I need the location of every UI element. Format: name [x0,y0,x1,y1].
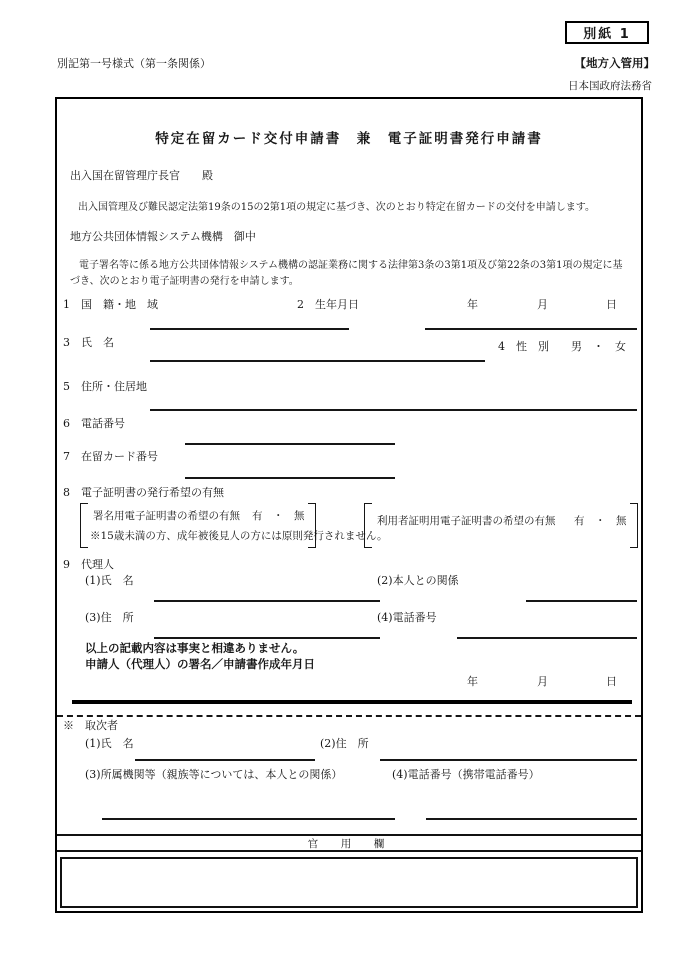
attachment-label: 別紙 1 [583,27,631,42]
signature-date-month-unit: 月 [537,675,548,688]
user-cert-label: 利用者証明用電子証明書の希望の有無 [377,515,556,527]
proxy-address-input-line[interactable] [154,637,380,639]
statement-line1: 以上の記載内容は事実と相違ありません。 [85,641,305,655]
signature-cert-options[interactable]: 有 ・ 無 [252,510,305,522]
birthdate-input-line[interactable] [425,328,637,330]
statement-line2: 申請人（代理人）の署名／申請書作成年月日 [85,657,315,671]
birthdate-label: 2 生年月日 [297,298,359,311]
proxy-relation-label: (2)本人との関係 [377,574,459,587]
agent-name-input-line[interactable] [135,759,315,761]
agent-phone-label: (4)電話番号（携帯電話番号） [392,768,540,781]
official-use-band [57,834,641,852]
signature-date-year-unit: 年 [467,675,478,688]
nationality-input-line[interactable] [150,328,349,330]
birthdate-day-unit: 日 [606,298,617,311]
proxy-name-label: (1)氏 名 [85,574,134,587]
form-body [55,97,643,913]
issuer: 日本国政府法務省 [568,80,652,92]
attachment-label-box [565,21,649,44]
proxy-name-input-line[interactable] [154,600,380,602]
signature-cert-label: 署名用電子証明書の希望の有無 [93,510,240,522]
proxy-section-label: 9 代理人 [63,558,114,571]
usage-label: 【地方入管用】 [574,56,655,70]
phone-label: 6 電話番号 [63,417,125,430]
agent-address-label: (2)住 所 [320,737,369,750]
cert-section-label: 8 電子証明書の発行希望の有無 [63,486,224,499]
proxy-address-label: (3)住 所 [85,611,134,624]
user-cert-options[interactable]: 有 ・ 無 [574,515,627,527]
name-label: 3 氏 名 [63,336,114,349]
declaration-cert: 電子署名等に係る地方公共団体情報システム機構の認証業務に関する法律第3条の3第1項及び第22条の3第1項の規定に基づき、次のとおり電子証明書の発行を申請します。 [70,260,623,287]
agent-phone-input-line[interactable] [426,818,637,820]
agent-name-label: (1)氏 名 [85,737,134,750]
sex-label: 4 性 別 [498,340,549,353]
form-code: 別記第一号様式（第一条関係） [57,57,211,70]
signature-cert-group [80,503,388,548]
signature-cert-note: ※15歳未満の方、成年被後見人の方には原則発行されません。 [90,530,388,542]
section-divider-dashed [57,715,641,717]
official-use-label: 官 用 欄 [307,837,391,850]
addressee-jlis: 地方公共団体情報システム機構 御中 [70,230,256,243]
residence-card-label: 7 在留カード番号 [63,450,158,463]
address-input-line[interactable] [150,409,637,411]
agent-org-input-line[interactable] [102,818,395,820]
signature-line[interactable] [72,700,632,704]
birthdate-month-unit: 月 [537,298,548,311]
user-cert-group [364,503,638,548]
address-label: 5 住所・住居地 [63,380,147,393]
addressee-immigration: 出入国在留管理庁長官 殿 [70,169,213,182]
nationality-label: 1 国 籍・地 域 [63,298,158,311]
birthdate-year-unit: 年 [467,298,478,311]
sex-options[interactable]: 男 ・ 女 [571,340,626,353]
agent-org-label: (3)所属機関等（親族等については、本人との関係） [85,768,343,781]
agent-address-input-line[interactable] [380,759,637,761]
proxy-relation-input-line[interactable] [526,600,637,602]
proxy-phone-input-line[interactable] [457,637,637,639]
name-input-line[interactable] [150,360,485,362]
official-use-area [60,857,638,908]
signature-date-day-unit: 日 [606,675,617,688]
phone-input-line[interactable] [185,443,395,445]
form-title: 特定在留カード交付申請書 兼 電子証明書発行申請書 [155,131,543,147]
residence-card-input-line[interactable] [185,477,395,479]
agent-section-label: ※ 取次者 [63,719,118,732]
proxy-phone-label: (4)電話番号 [377,611,437,624]
declaration-card: 出入国管理及び難民認定法第19条の15の2第1項の規定に基づき、次のとおり特定在留カードの交付を申請します。 [78,202,595,213]
